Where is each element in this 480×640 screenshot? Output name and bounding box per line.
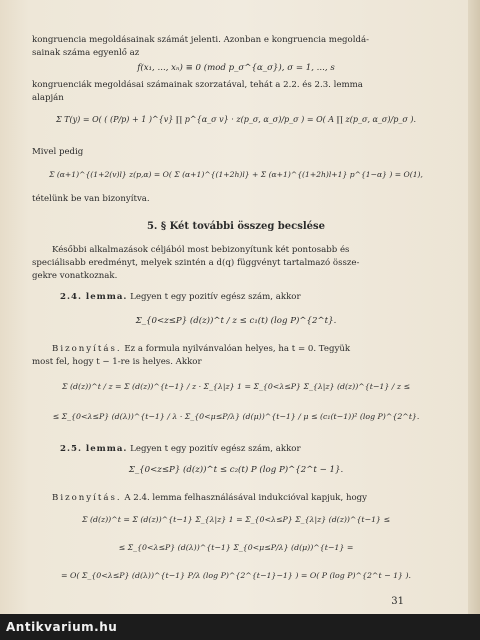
equation: ≤ Σ_{0<λ≤P} (d(λ))^{t−1} Σ_{0<μ≤P/λ} (d(μ))^{t−1} = xyxy=(118,543,354,552)
page-number: 31 xyxy=(391,596,404,607)
proof-text: Ez a formula nyilvánvalóan helyes, ha t = 0. Tegyük xyxy=(124,344,351,354)
proof-line xyxy=(32,343,440,356)
equation: ≤ Σ_{0<λ≤P} (d(λ))^{t−1} / λ · Σ_{0<μ≤P/λ} (d(μ))^{t−1} / μ ≤ (c₁(t−1))² (log P)^{2^t}. xyxy=(52,412,420,421)
text-line: sainak száma egyenlő az xyxy=(32,48,140,58)
equation: Σ_{0<z≤P} (d(z))^t ≤ c₂(t) P (log P)^{2^t − 1}. xyxy=(128,465,344,475)
text-line: kongruencia megoldásainak számát jelenti. Azonban e kongruencia megoldá- xyxy=(32,35,369,45)
lemma-label: 2.4. lemma. xyxy=(60,292,128,302)
proof-line xyxy=(32,492,440,505)
lemma-statement xyxy=(60,444,301,454)
lemma-statement xyxy=(60,292,301,302)
equation: Σ (d(z))^t = Σ (d(z))^{t−1} Σ_{λ|z} 1 = Σ_{0<λ≤P} Σ_{λ|z} (d(z))^{t−1} ≤ xyxy=(81,515,391,524)
text-line: tételünk be van bizonyítva. xyxy=(32,194,150,204)
page-edge xyxy=(468,0,480,614)
text-line: speciálisabb eredményt, melyek szintén a d(q) függvényt tartalmazó össze- xyxy=(32,258,360,268)
text-line: alapján xyxy=(32,93,64,103)
proof-label: Bizonyítás. xyxy=(52,493,122,503)
lemma-text: Legyen t egy pozitív egész szám, akkor xyxy=(130,444,301,454)
lemma-text: Legyen t egy pozitív egész szám, akkor xyxy=(130,292,301,302)
text-line: Későbbi alkalmazások céljából most bebizonyítunk két pontosabb és xyxy=(52,245,350,255)
lemma-label: 2.5. lemma. xyxy=(60,444,128,454)
text-line: most fel, hogy t − 1-re is helyes. Akkor xyxy=(32,357,202,367)
equation: Σ_{0<z≤P} (d(z))^t / z ≤ c₁(t) (log P)^{2^t}. xyxy=(135,316,337,326)
text-line: Mivel pedig xyxy=(32,147,84,157)
proof-label: Bizonyítás. xyxy=(52,344,122,354)
proof-text: A 2.4. lemma felhasználásával indukcióval kapjuk, hogy xyxy=(124,493,368,503)
text-line: gekre vonatkoznak. xyxy=(32,271,118,281)
equation: f(x₁, ..., xₙ) ≡ 0 (mod p_σ^{α_σ}), σ = 1, ..., s xyxy=(137,63,335,73)
text-line: kongruenciák megoldásai számainak szorzatával, tehát a 2.2. és 2.3. lemma xyxy=(32,80,363,90)
watermark-bar xyxy=(0,614,480,640)
equation: Σ (d(z))^t / z = Σ (d(z))^{t−1} / z · Σ_{λ|z} 1 = Σ_{0<λ≤P} Σ_{λ|z} (d(z))^{t−1} / z ≤ xyxy=(61,382,411,391)
watermark-text: Antikvarium.hu xyxy=(6,620,118,634)
equation: Σ T(y) = O( ( (P/p) + 1 )^{v} ∏ p^{α_σ v} · z(p_σ, α_σ)/p_σ ) = O( A ∏ z(p_σ, α_σ)/p_σ ). xyxy=(55,115,416,124)
section-heading: 5. § Két további összeg becslése xyxy=(146,221,326,232)
equation: = O( Σ_{0<λ≤P} (d(λ))^{t−1} P/λ (log P)^{2^{t−1}−1} ) = O( P (log P)^{2^t − 1} ). xyxy=(60,571,412,580)
equation: Σ (α+1)^{(1+2(v)l} z(p,α) = O( Σ (α+1)^{(1+2h)l} + Σ (α+1)^{(1+2h)l+1} p^{1−α} ) = O(1), xyxy=(49,170,423,179)
